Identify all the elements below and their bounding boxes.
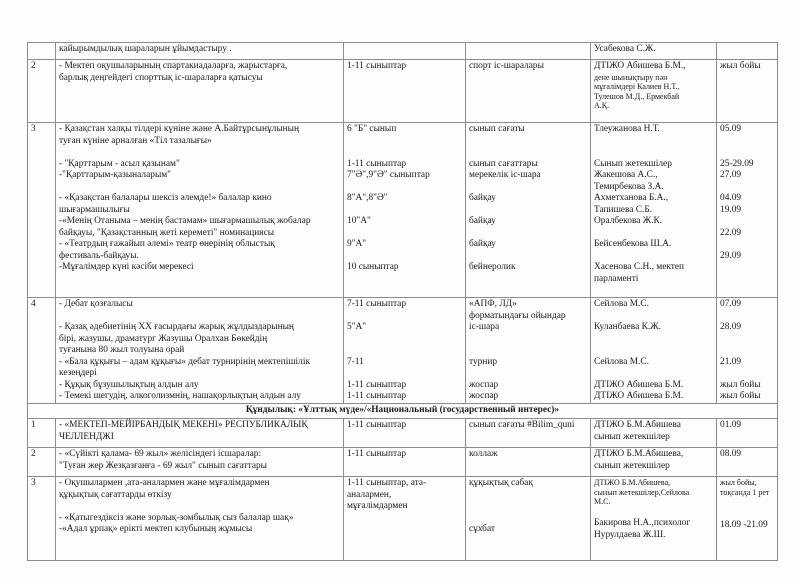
event-text: ЧЕЛЛЕНДЖІ xyxy=(59,431,114,442)
class-cell xyxy=(344,123,466,298)
date-text: 25-29.09 xyxy=(720,158,754,169)
form-text: байқау xyxy=(469,216,496,226)
event-text: кайырымдылық шараларын ұйымдастыру . xyxy=(59,44,232,54)
row-number-cell xyxy=(28,477,56,561)
table-row xyxy=(28,60,778,123)
form-cell xyxy=(466,43,591,60)
date-cell xyxy=(717,477,778,561)
event-text: бірі, жазушы, драматург Жазушы Оралхан Бөкейдің xyxy=(59,333,268,344)
table-row xyxy=(28,123,778,298)
responsible-text: сынып жетекшілер,Сейлова xyxy=(594,487,690,497)
responsible-text: мұғалімдері Калиев Н.Т., xyxy=(594,82,680,92)
date-text: 19.09 xyxy=(720,204,742,215)
date-text: 05.09 xyxy=(720,124,742,134)
date-text: 29.09 xyxy=(720,250,742,261)
row-number-cell xyxy=(28,298,56,404)
class-text: 7"Ә",9"Ә" сыныптар xyxy=(347,170,430,180)
responsible-text: Сейлова М.С. xyxy=(594,299,649,309)
event-text: -«Менің Отаныма – менің бастамам» шығармашылық жобалар xyxy=(59,216,311,226)
row-number: 2 xyxy=(31,449,36,459)
responsible-cell xyxy=(591,123,717,298)
class-text: аналармен, xyxy=(347,489,392,500)
form-text: мерекелік іс-шара xyxy=(469,170,541,180)
responsible-text: ДТІЖО Абишева Б.М. xyxy=(594,391,684,401)
class-text: 1-11 сыныптар, ата- xyxy=(347,478,427,488)
form-text: турнир xyxy=(469,356,498,367)
event-text: - «Қатыгездіксіз және зорлық-зомбылық сыз балалар шақ» xyxy=(59,512,294,523)
date-text: жыл бойы, xyxy=(720,478,757,487)
event-cell xyxy=(56,298,344,404)
responsible-text: М.С. xyxy=(594,497,611,507)
event-text: құқықтық сағаттарды өткізу xyxy=(59,489,172,500)
responsible-text: А.Қ. xyxy=(594,101,610,111)
class-text: 6 "Б" сынып xyxy=(347,124,397,134)
date-cell xyxy=(717,123,778,298)
responsible-text: Оралбекова Ж.К. xyxy=(594,216,663,226)
event-text: - «Театрдың ғажайып әлемі» театр өнерінің облыстық xyxy=(59,239,275,249)
table-row xyxy=(28,419,778,448)
responsible-text: парламенті xyxy=(594,273,639,284)
event-text: -"Қарттарым-қазыналарым" xyxy=(59,170,172,180)
form-cell xyxy=(466,298,591,404)
event-text: - "Қарттарым - асыл қазынам" xyxy=(59,158,180,169)
event-text: барлық деңгейдегі спорттық іс-шараларға қатысуы xyxy=(59,72,263,83)
event-text: - «МЕКТЕП-МЕЙІРБАНДЫҚ МЕКЕНІ» РЕСПУБЛИКАЛЫҚ xyxy=(59,420,308,430)
event-text: - «Бала құқығы – адам құқығы» дебат турнирінің мектепішілік xyxy=(59,356,311,367)
class-text: 7-11 xyxy=(347,356,364,367)
form-text: іс-шара xyxy=(469,322,500,332)
date-cell xyxy=(717,43,778,60)
form-text: сынып сағаты xyxy=(469,124,525,134)
responsible-cell xyxy=(591,477,717,561)
table-row xyxy=(28,477,778,561)
date-text: 01.09 xyxy=(720,420,742,430)
date-cell xyxy=(717,298,778,404)
class-cell xyxy=(344,477,466,561)
event-text: "Туған жер Жезқазғанға - 69 жыл" сынып сағаттары xyxy=(59,460,267,471)
responsible-text: дене шынықтыру пән xyxy=(594,72,668,82)
responsible-cell xyxy=(591,448,717,477)
event-text: туған күніне арналған «Тіл тазалығы» xyxy=(59,135,212,146)
row-number: 1 xyxy=(31,420,36,430)
event-text: байқауы, "Қазақстанның жеті кереметі" номинациясы xyxy=(59,227,275,238)
event-cell xyxy=(56,123,344,298)
class-text: 1-11 сыныптар xyxy=(347,379,407,390)
event-text: туғанына 80 жыл толуына орай xyxy=(59,345,185,355)
section-header-row xyxy=(28,404,778,419)
responsible-text: ДТІЖО Абишева Б.М. xyxy=(594,379,684,390)
responsible-text: сынып жетекшілер xyxy=(594,431,670,442)
form-text: байқау xyxy=(469,193,496,203)
responsible-cell xyxy=(591,419,717,448)
form-text: спорт іс-шаралары xyxy=(469,61,544,71)
responsible-text: Куланбаева К.Ж. xyxy=(594,322,661,332)
form-cell xyxy=(466,60,591,123)
responsible-text: ДТІЖО Абишева Б.М., xyxy=(594,61,686,71)
responsible-text: Темирбекова З.А. xyxy=(594,181,664,192)
section-title: Құндылық: «Ұлттық мүде»/«Национальный (государственный интерес)» xyxy=(28,404,778,419)
class-text: 7-11 сыныптар xyxy=(347,299,407,309)
event-text: - Темекі шегудің, алкоголизмнің, нашақорлықтың алдын алу xyxy=(59,391,301,401)
responsible-text: Нурулдаева Ж.Ш. xyxy=(594,529,666,540)
date-cell xyxy=(717,419,778,448)
row-number: 4 xyxy=(31,299,36,309)
event-text: - Қазақ әдебиетінің ХХ ғасырдағы жарық жұлдыздарының xyxy=(59,322,294,332)
form-text: жоспар xyxy=(469,391,499,401)
class-cell xyxy=(344,448,466,477)
responsible-cell xyxy=(591,298,717,404)
form-text: коллаж xyxy=(469,449,498,459)
event-text: кезеңдері xyxy=(59,368,97,378)
responsible-text: Жакешова А.С., xyxy=(594,170,658,180)
event-text: шығармашылығы xyxy=(59,204,130,215)
form-text: байқау xyxy=(469,239,496,249)
row-number-cell xyxy=(28,123,56,298)
class-cell xyxy=(344,419,466,448)
event-text: - Қазақстан халқы тілдері күніне және А.Байтұрсынұлының xyxy=(59,124,299,134)
event-text: - Дебат қозғалысы xyxy=(59,299,133,309)
form-cell xyxy=(466,419,591,448)
date-text: 21.09 xyxy=(720,356,742,367)
row-number: 3 xyxy=(31,124,36,134)
date-text: 04.09 xyxy=(720,193,742,203)
date-text: тоқсанда 1 рет xyxy=(720,487,770,497)
class-text: 9"А" xyxy=(347,239,367,249)
responsible-text: ДТІЖО Б.М.Абишева xyxy=(594,420,681,430)
event-cell xyxy=(56,419,344,448)
class-text: 10"А" xyxy=(347,216,371,226)
form-text: құқықтық сабақ xyxy=(469,478,533,488)
form-text: сынып сағаттары xyxy=(469,158,538,169)
responsible-text: Тулешов М.Д., Ермекбай xyxy=(594,91,680,101)
responsible-cell xyxy=(591,43,717,60)
responsible-text: Усабекова С.Ж. xyxy=(594,44,656,54)
date-text: 18.09 -21.09 xyxy=(720,520,768,531)
events-plan-table xyxy=(27,42,778,561)
row-number: 3 xyxy=(31,478,36,488)
event-text: - Құқық бұзушылықтың алдын алу xyxy=(59,379,199,390)
class-text: 1-11 сыныптар xyxy=(347,420,407,430)
row-number: 2 xyxy=(31,61,36,71)
responsible-text: Тапишева С.Б. xyxy=(594,204,653,215)
form-cell xyxy=(466,448,591,477)
date-text: 08.09 xyxy=(720,449,742,459)
responsible-text: ДТІЖО Б.М.Абишева, xyxy=(594,449,684,459)
event-text: - Оқушылармен ,ата-аналармен және мұғалімдармен xyxy=(59,478,270,488)
event-text: - Мектеп оқушыларының спартакиадаларға, жарыстарға, xyxy=(59,61,288,71)
form-cell xyxy=(466,123,591,298)
table-row xyxy=(28,448,778,477)
date-text: жыл бойы xyxy=(720,391,761,401)
responsible-text: Тлеужанова Н.Т. xyxy=(594,124,660,134)
row-number-cell xyxy=(28,43,56,60)
form-cell xyxy=(466,477,591,561)
class-text: 1-11 сыныптар xyxy=(347,391,407,401)
date-text: жыл бойы xyxy=(720,379,761,390)
event-text: - «Сүйікті қалама- 69 жыл» желісіндегі ісшаралар: xyxy=(59,449,262,459)
responsible-text: Сейлова М.С. xyxy=(594,356,649,367)
class-text: мұғалімдармен xyxy=(347,501,408,511)
class-text: 1-11 сыныптар xyxy=(347,61,407,71)
class-cell xyxy=(344,60,466,123)
responsible-cell xyxy=(591,60,717,123)
date-cell xyxy=(717,60,778,123)
date-text: 27.09 xyxy=(720,170,742,180)
date-cell xyxy=(717,448,778,477)
event-cell xyxy=(56,448,344,477)
responsible-text: Хасенова С.Н., мектеп xyxy=(594,262,685,272)
event-text: -Мұғалімдер күні кәсіби мерекесі xyxy=(59,262,194,272)
responsible-text: Бакирова Н.А.,психолог xyxy=(594,518,691,529)
date-text: жыл бойы xyxy=(720,61,761,71)
class-text: 1-11 сыныптар xyxy=(347,449,407,459)
responsible-text: Сынып жетекшілер xyxy=(594,158,672,169)
row-number-cell xyxy=(28,448,56,477)
responsible-text: ДТІЖО Б.М.Абишева, xyxy=(594,478,671,487)
responsible-text: Ахметханова Б.А., xyxy=(594,193,669,203)
event-text: - «Қазақстан балалары шексіз әлемде!» балалар кино xyxy=(59,193,272,203)
class-cell xyxy=(344,43,466,60)
date-text: 22.09 xyxy=(720,227,742,238)
event-cell xyxy=(56,60,344,123)
table-row xyxy=(28,43,778,60)
form-text: «АПФ, ЛД» xyxy=(469,299,517,309)
table-row xyxy=(28,298,778,404)
responsible-text: сынып жетекшілер xyxy=(594,460,670,471)
date-text: 07.09 xyxy=(720,299,742,309)
event-cell xyxy=(56,43,344,60)
event-text: -«Адал ұрпақ» ерікті мектеп клубының жұмысы xyxy=(59,524,253,534)
class-text: 10 сыныптар xyxy=(347,262,399,272)
class-text: 1-11 сыныптар xyxy=(347,158,407,169)
event-text: фестиваль-байқауы. xyxy=(59,250,139,261)
row-number-cell xyxy=(28,60,56,123)
form-text: форматындағы ойындар xyxy=(469,310,566,321)
class-text: 8"А",8"Ә" xyxy=(347,193,388,203)
class-text: 5"А" xyxy=(347,322,367,332)
form-text: жоспар xyxy=(469,379,499,390)
date-text: 28.09 xyxy=(720,322,742,332)
class-cell xyxy=(344,298,466,404)
event-cell xyxy=(56,477,344,561)
row-number-cell xyxy=(28,419,56,448)
responsible-text: Бейсенбекова Ш.А. xyxy=(594,239,672,249)
form-text: сұхбат xyxy=(469,524,495,534)
form-text: сынып сағаты #Bilim_quni xyxy=(469,420,575,430)
form-text: бейнеролик xyxy=(469,262,516,272)
